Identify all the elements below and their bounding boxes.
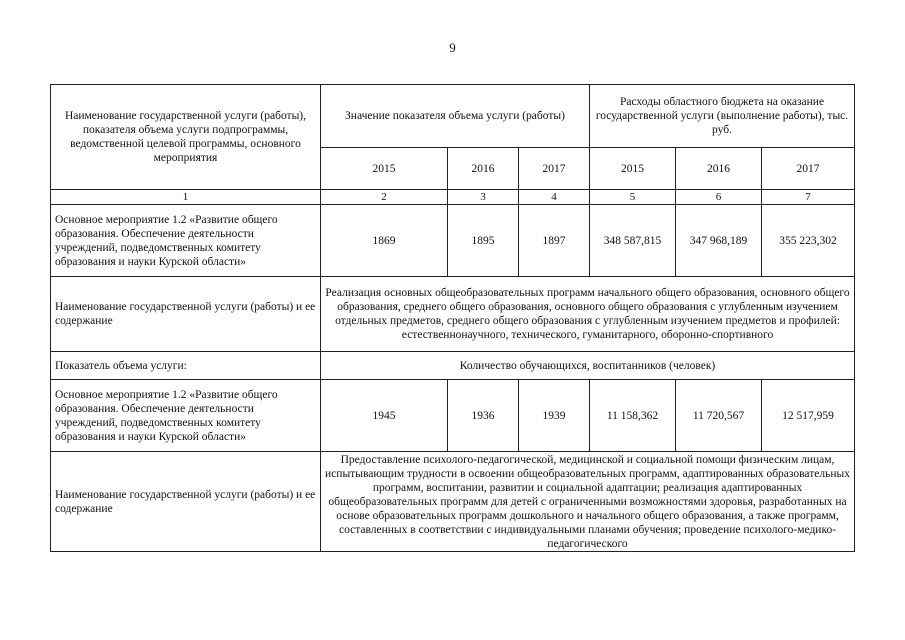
service-label: Наименование государственной услуги (работы) и ее содержание <box>51 277 321 352</box>
column-number: 3 <box>448 190 519 205</box>
table-row <box>51 277 855 352</box>
header-year: 2016 <box>448 148 519 190</box>
indicator-value: 1895 <box>448 205 519 277</box>
header-year: 2017 <box>519 148 590 190</box>
table-row <box>51 352 855 380</box>
activity-name: Основное мероприятие 1.2 «Развитие общего образования. Обеспечение деятельности учреждений, подведомственных комитету образования и науки Курской области» <box>51 205 321 277</box>
header-year: 2017 <box>762 148 855 190</box>
service-content: Предоставление психолого-педагогической, медицинской и социальной помощи физическим лицам, испытывающим трудности в освоении общеобразовательных программ, адаптированных образовательных программ, воспитании, развитии и социальной адаптации; реализация адаптированных общеобразовательных программ для детей с ограниченными возможностями здоровья, разработанных на основе образовательных программ дошкольного и начального общего образования, а также программ, составленных в соответствии с индивидуальными планами обучения; проведение психолого-медико-педагогического <box>321 452 855 552</box>
page-number: 9 <box>449 40 456 55</box>
expense-value: 355 223,302 <box>762 205 855 277</box>
expense-value: 12 517,959 <box>762 380 855 452</box>
indicator-content: Количество обучающихся, воспитанников (человек) <box>321 352 855 380</box>
column-numbers-row <box>51 190 855 205</box>
indicator-value: 1869 <box>321 205 448 277</box>
column-number: 6 <box>676 190 762 205</box>
indicator-value: 1939 <box>519 380 590 452</box>
header-year: 2016 <box>676 148 762 190</box>
table-row <box>51 380 855 452</box>
header-year: 2015 <box>321 148 448 190</box>
expense-value: 11 720,567 <box>676 380 762 452</box>
indicator-value: 1936 <box>448 380 519 452</box>
indicator-value: 1897 <box>519 205 590 277</box>
expense-value: 347 968,189 <box>676 205 762 277</box>
table-row <box>51 205 855 277</box>
budget-table <box>50 84 855 552</box>
table-row <box>51 452 855 552</box>
header-row-groups <box>51 85 855 148</box>
activity-name: Основное мероприятие 1.2 «Развитие общего образования. Обеспечение деятельности учреждений, подведомственных комитету образования и науки Курской области» <box>51 380 321 452</box>
header-indicator-group: Значение показателя объема услуги (работы) <box>321 85 590 148</box>
indicator-value: 1945 <box>321 380 448 452</box>
service-label: Наименование государственной услуги (работы) и ее содержание <box>51 452 321 552</box>
header-expense-group: Расходы областного бюджета на оказание государственной услуги (выполнение работы), тыс. руб. <box>590 85 855 148</box>
column-number: 7 <box>762 190 855 205</box>
header-name-column: Наименование государственной услуги (работы), показателя объема услуги подпрограммы, ведомственной целевой программы, основного мероприятия <box>51 85 321 190</box>
column-number: 2 <box>321 190 448 205</box>
indicator-label: Показатель объема услуги: <box>51 352 321 380</box>
service-content: Реализация основных общеобразовательных программ начального общего образования, основного общего образования, среднего общего образования, основного общего образования с углубленным изучением отдельных предметов, среднего общего образования с углубленным изучением предметов и профилей: естественнонаучного, технического, гуманитарного, оборонно-спортивного <box>321 277 855 352</box>
expense-value: 11 158,362 <box>590 380 676 452</box>
column-number: 5 <box>590 190 676 205</box>
column-number: 1 <box>51 190 321 205</box>
header-year: 2015 <box>590 148 676 190</box>
expense-value: 348 587,815 <box>590 205 676 277</box>
column-number: 4 <box>519 190 590 205</box>
